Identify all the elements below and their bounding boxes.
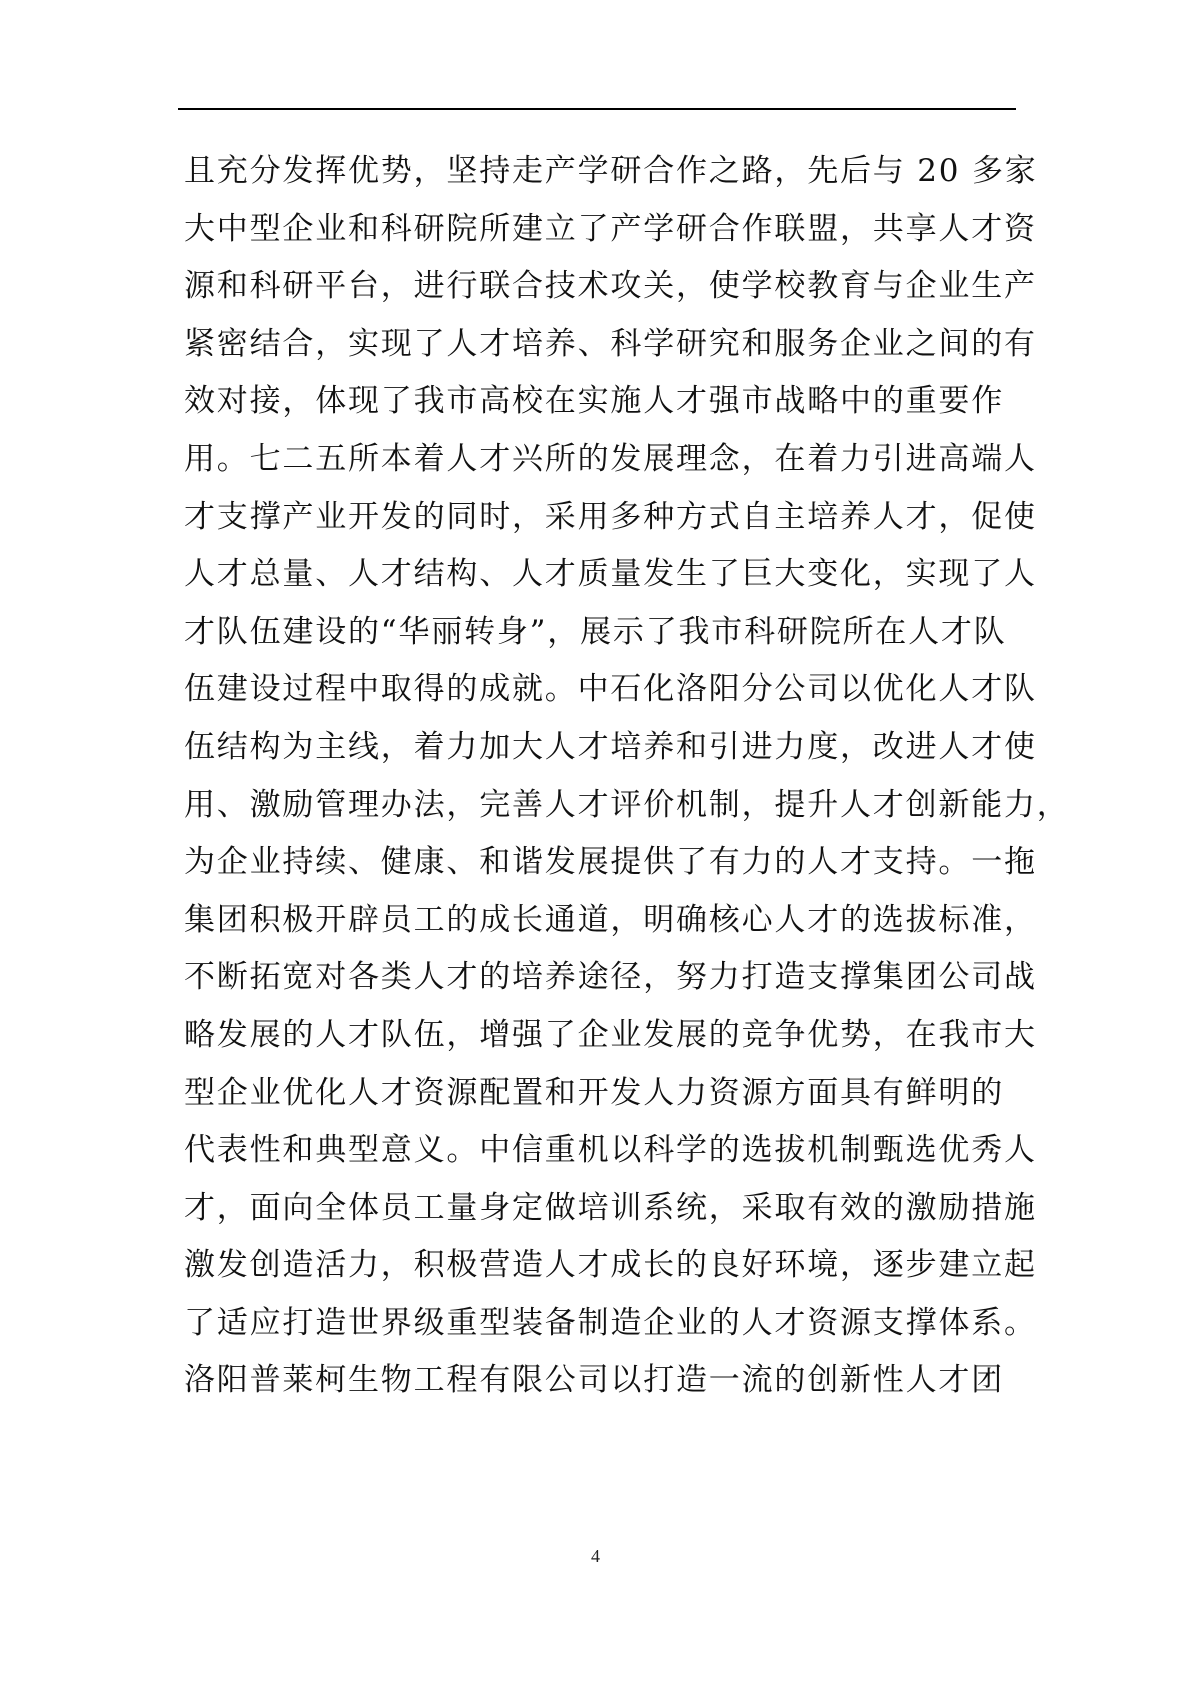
body-text [184,143,1070,1410]
text-line: 且充分发挥优势，坚持走产学研合作之路，先后与 20 多家 [184,153,1038,189]
text-line: 人才总量、人才结构、人才质量发生了巨大变化，实现了人 [184,556,1037,593]
page-number: 4 [591,1546,600,1566]
text-line: 用、激励管理办法，完善人才评价机制，提升人才创新能力， [184,786,1070,823]
text-line: 伍结构为主线，着力加大人才培养和引进力度，改进人才使 [184,728,1037,765]
text-line: 才队伍建设的“华丽转身”，展示了我市科研院所在人才队 [184,613,1007,650]
text-line: 代表性和典型意义。中信重机以科学的选拔机制甄选优秀人 [184,1132,1037,1169]
text-line: 激发创造活力，积极营造人才成长的良好环境，逐步建立起 [184,1247,1037,1284]
text-line: 紧密结合，实现了人才培养、科学研究和服务企业之间的有 [184,325,1037,362]
text-line: 集团积极开辟员工的成长通道，明确核心人才的选拔标准， [184,901,1037,938]
text-line: 才支撑产业开发的同时，采用多种方式自主培养人才，促使 [184,498,1037,535]
header-rule [178,108,1016,110]
text-line: 洛阳普莱柯生物工程有限公司以打造一流的创新性人才团 [184,1362,1004,1399]
text-line: 大中型企业和科研院所建立了产学研合作联盟，共享人才资 [184,210,1037,247]
text-line: 不断拓宽对各类人才的培养途径，努力打造支撑集团公司战 [184,959,1037,996]
text-line: 才，面向全体员工量身定做培训系统，采取有效的激励措施 [184,1189,1037,1226]
text-line: 型企业优化人才资源配置和开发人力资源方面具有鲜明的 [184,1074,1004,1111]
text-line: 略发展的人才队伍，增强了企业发展的竞争优势，在我市大 [184,1016,1037,1053]
text-line: 源和科研平台，进行联合技术攻关，使学校教育与企业生产 [184,268,1037,305]
text-line: 效对接，体现了我市高校在实施人才强市战略中的重要作 [184,383,1004,420]
text-line: 为企业持续、健康、和谐发展提供了有力的人才支持。一拖 [184,844,1037,881]
text-line: 了适应打造世界级重型装备制造企业的人才资源支撑体系。 [184,1304,1037,1341]
text-line: 用。七二五所本着人才兴所的发展理念，在着力引进高端人 [184,440,1037,477]
text-line: 伍建设过程中取得的成就。中石化洛阳分公司以优化人才队 [184,671,1037,708]
